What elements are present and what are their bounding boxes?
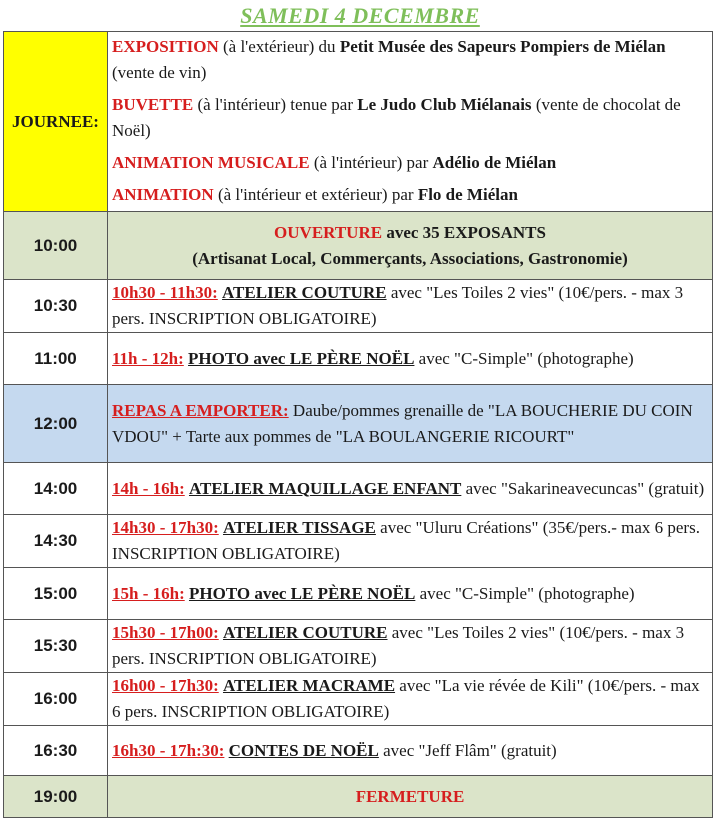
row-content xyxy=(108,385,713,463)
journee-item-pre: (à l'extérieur) du xyxy=(218,37,340,56)
row-lead: FERMETURE xyxy=(355,786,465,806)
journee-item xyxy=(112,32,708,89)
row-time: 14:00 xyxy=(4,463,108,515)
row-time: 15:30 xyxy=(4,620,108,673)
row-rest: avec "Sakarineavecuncas" (gratuit) xyxy=(461,478,705,498)
schedule-row xyxy=(4,280,713,333)
journee-item-pre: (à l'intérieur et extérieur) par xyxy=(213,185,418,204)
journee-row xyxy=(4,32,713,212)
row-content xyxy=(108,568,713,620)
page-title: SAMEDI 4 DECEMBRE xyxy=(240,3,480,28)
row-time: 15:00 xyxy=(4,568,108,620)
row-rest: avec "Les Toiles 2 vies" (10€/pers. - max 3 pers. INSCRIPTION OBLIGATOIRE) xyxy=(112,283,684,328)
row-time: 10:30 xyxy=(4,280,108,333)
schedule-table xyxy=(3,31,713,818)
journee-item-post: (vente de vin) xyxy=(112,63,207,82)
row-lead: 15h - 16h: xyxy=(112,583,185,603)
row-pre: avec 35 EXPOSANTS xyxy=(382,222,546,242)
row-content xyxy=(108,463,713,515)
schedule-row xyxy=(4,726,713,776)
journee-item-lead: ANIMATION xyxy=(112,185,214,204)
row-rest: avec "La vie révée de Kili" (10€/pers. - max 6 pers. INSCRIPTION OBLIGATOIRE) xyxy=(112,676,700,721)
row-activity: PHOTO avec LE PÈRE NOËL xyxy=(188,583,416,603)
journee-item-post: (vente de chocolat de Noël) xyxy=(112,95,681,140)
row-lead: 15h30 - 17h00: xyxy=(112,623,219,642)
journee-item-lead: BUVETTE xyxy=(112,95,194,114)
journee-item xyxy=(112,89,708,147)
row-time: 16:00 xyxy=(4,673,108,726)
row-lead: 14h30 - 17h30: xyxy=(112,518,219,537)
row-content xyxy=(108,212,713,280)
row-content xyxy=(108,333,713,385)
journee-label: JOURNEE: xyxy=(4,32,108,212)
journee-item-pre: (à l'intérieur) par xyxy=(309,153,433,172)
schedule-row-opening xyxy=(4,212,713,280)
row-activity: PHOTO avec LE PÈRE NOËL xyxy=(188,348,415,368)
row-activity: ATELIER TISSAGE xyxy=(222,518,376,537)
row-activity: ATELIER MACRAME xyxy=(222,676,396,695)
row-lead: 11h - 12h: xyxy=(112,348,184,368)
row-content xyxy=(108,726,713,776)
schedule-row xyxy=(4,515,713,568)
row-lead: 16h00 - 17h30: xyxy=(112,676,219,695)
row-lead: 16h30 - 17h:30: xyxy=(112,740,225,760)
row-line2: (Artisanat Local, Commerçants, Associations, Gastronomie) xyxy=(192,248,628,268)
row-activity: ATELIER MAQUILLAGE ENFANT xyxy=(188,478,462,498)
row-time: 19:00 xyxy=(4,776,108,818)
row-time: 14:30 xyxy=(4,515,108,568)
schedule-row-meal xyxy=(4,385,713,463)
schedule-row xyxy=(4,673,713,726)
journee-item-strong: Adélio de Miélan xyxy=(432,153,557,172)
row-content xyxy=(108,673,713,726)
row-activity: ATELIER COUTURE xyxy=(222,623,388,642)
row-lead: REPAS A EMPORTER: xyxy=(112,400,289,420)
journee-item-strong: Petit Musée des Sapeurs Pompiers de Miélan xyxy=(339,37,666,56)
row-rest: avec "Les Toiles 2 vies" (10€/pers. - max 3 pers. INSCRIPTION OBLIGATOIRE) xyxy=(112,623,685,668)
journee-item xyxy=(112,179,708,211)
journee-item-strong: Le Judo Club Miélanais xyxy=(357,95,532,114)
row-rest: avec "C-Simple" (photographe) xyxy=(414,348,634,368)
schedule-row xyxy=(4,333,713,385)
row-activity: CONTES DE NOËL xyxy=(228,740,379,760)
journee-cell xyxy=(108,32,713,212)
row-time: 11:00 xyxy=(4,333,108,385)
row-rest: avec "Jeff Flâm" (gratuit) xyxy=(378,740,557,760)
row-lead: 10h30 - 11h30: xyxy=(112,283,218,302)
row-rest: avec "C-Simple" (photographe) xyxy=(415,583,635,603)
journee-item xyxy=(112,147,708,179)
row-content xyxy=(108,620,713,673)
row-content xyxy=(108,280,713,333)
schedule-row xyxy=(4,620,713,673)
row-lead: 14h - 16h: xyxy=(112,478,185,498)
schedule-row-closing xyxy=(4,776,713,818)
row-content xyxy=(108,776,713,818)
journee-item-pre: (à l'intérieur) tenue par xyxy=(193,95,358,114)
row-content xyxy=(108,515,713,568)
row-rest: avec "Uluru Créations" (35€/pers.- max 6 pers. INSCRIPTION OBLIGATOIRE) xyxy=(112,518,700,563)
schedule-row xyxy=(4,463,713,515)
row-time: 10:00 xyxy=(4,212,108,280)
row-rest: Daube/pommes grenaille de "LA BOUCHERIE DU COIN VDOU" + Tarte aux pommes de "LA BOULANGERIE RICOURT" xyxy=(112,400,693,446)
schedule-row xyxy=(4,568,713,620)
journee-item-lead: ANIMATION MUSICALE xyxy=(112,153,310,172)
journee-item-strong: Flo de Miélan xyxy=(417,185,518,204)
row-lead: OUVERTURE xyxy=(274,222,383,242)
row-time: 16:30 xyxy=(4,726,108,776)
row-time: 12:00 xyxy=(4,385,108,463)
row-activity: ATELIER COUTURE xyxy=(222,283,387,302)
journee-item-lead: EXPOSITION xyxy=(112,37,219,56)
